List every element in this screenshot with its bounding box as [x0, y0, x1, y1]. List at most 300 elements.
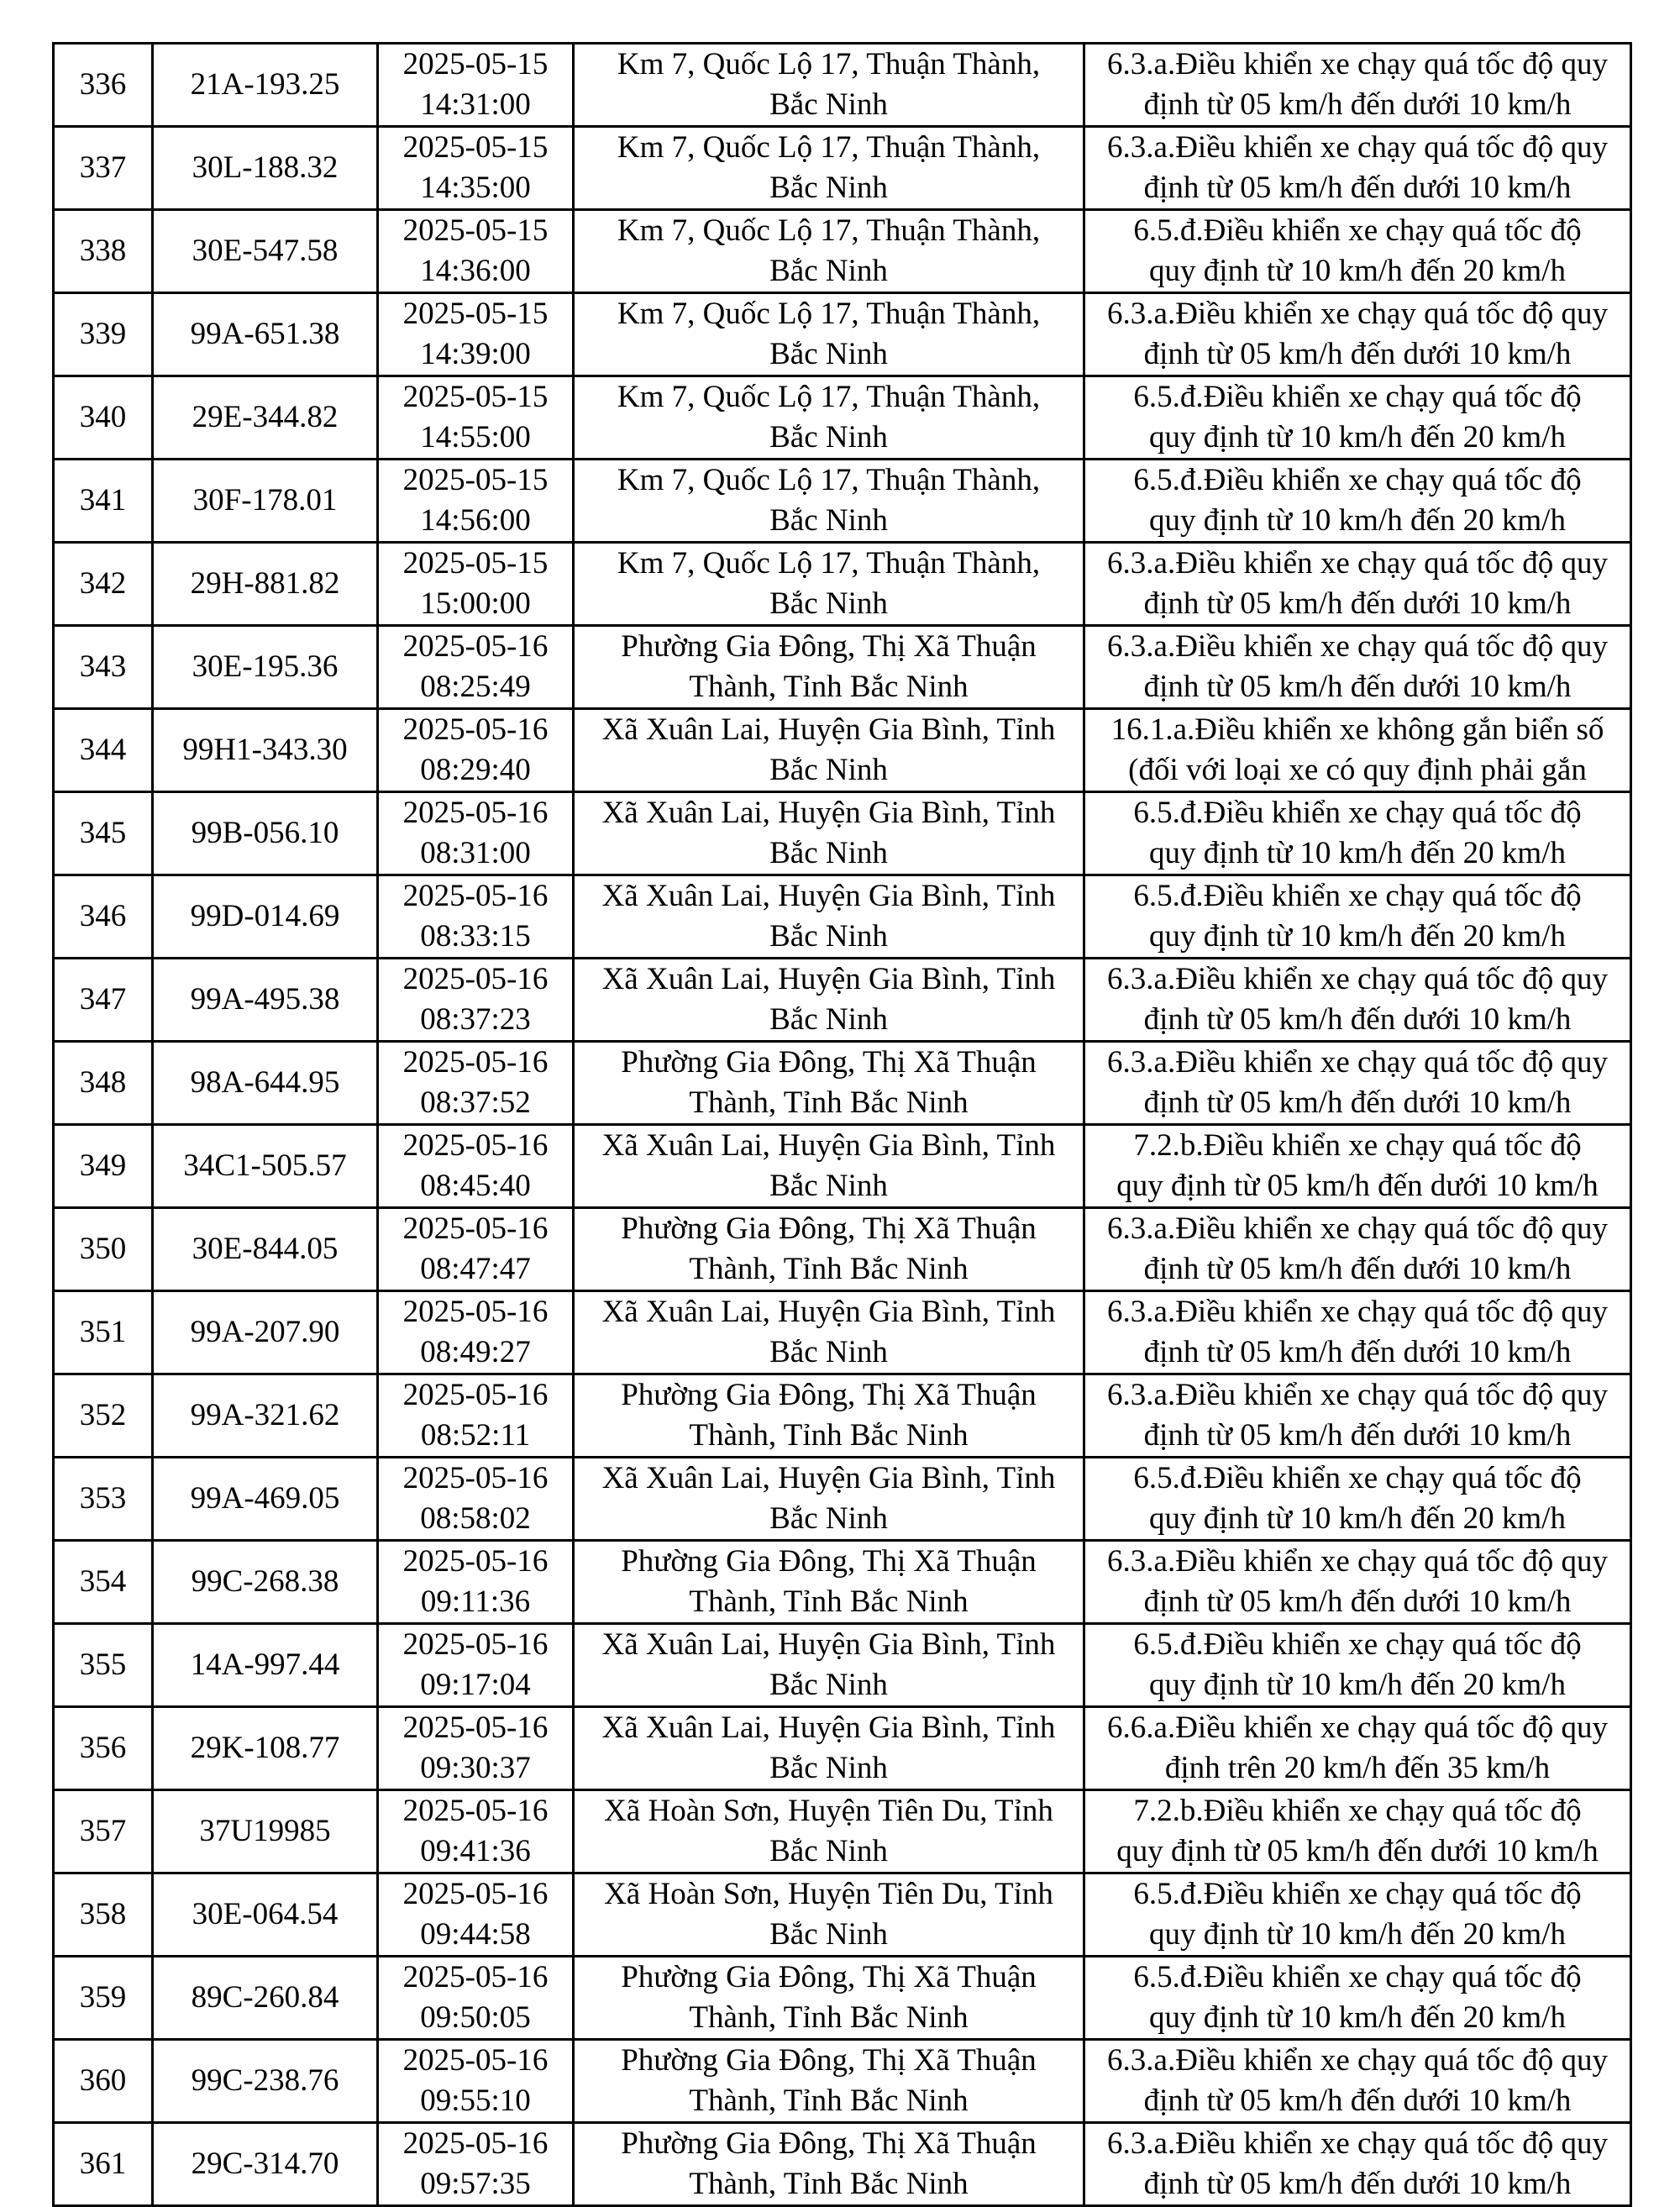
location-line: Phường Gia Đông, Thị Xã Thuận: [621, 1378, 1037, 1412]
row-number-cell: 345: [54, 792, 153, 875]
violation-line: 6.3.a.Điều khiển xe chạy quá tốc độ quy: [1107, 297, 1608, 331]
location-line: Km 7, Quốc Lộ 17, Thuận Thành,: [617, 297, 1041, 331]
table-row: [54, 127, 1631, 210]
row-number-cell: 344: [54, 709, 153, 792]
table-row: [54, 875, 1631, 959]
datetime-line: 2025-05-15: [402, 463, 549, 497]
violation-line: định từ 05 km/h đến dưới 10 km/h: [1143, 87, 1572, 122]
datetime-line: 2025-05-16: [402, 1794, 549, 1828]
location-cell: [574, 1125, 1084, 1208]
datetime-line: 08:31:00: [420, 836, 531, 870]
violation-line: quy định từ 10 km/h đến 20 km/h: [1149, 1668, 1566, 1702]
table-row: [54, 959, 1631, 1042]
datetime-cell: [378, 1042, 574, 1125]
location-line: Xã Xuân Lai, Huyện Gia Bình, Tỉnh: [601, 712, 1056, 747]
table-row: [54, 293, 1631, 376]
datetime-line: 2025-05-16: [402, 879, 549, 913]
location-cell: [574, 127, 1084, 210]
violation-line: định từ 05 km/h đến dưới 10 km/h: [1143, 1085, 1572, 1120]
violation-line: 6.5.đ.Điều khiển xe chạy quá tốc độ: [1133, 1461, 1582, 1495]
license-plate-cell: 30E-064.54: [153, 1873, 378, 1957]
violation-line: quy định từ 10 km/h đến 20 km/h: [1149, 420, 1566, 455]
datetime-cell: [378, 1374, 574, 1458]
violation-cell: [1084, 1374, 1631, 1458]
location-line: Xã Xuân Lai, Huyện Gia Bình, Tỉnh: [601, 962, 1056, 996]
location-line: Thành, Tỉnh Bắc Ninh: [689, 1085, 969, 1120]
location-cell: [574, 1624, 1084, 1707]
violation-line: 7.2.b.Điều khiển xe chạy quá tốc độ: [1133, 1128, 1582, 1163]
violation-line: quy định từ 10 km/h đến 20 km/h: [1149, 2000, 1566, 2035]
location-line: Xã Xuân Lai, Huyện Gia Bình, Tỉnh: [601, 796, 1056, 830]
datetime-line: 14:56:00: [420, 503, 531, 538]
datetime-line: 2025-05-16: [402, 1045, 549, 1080]
violation-line: 6.5.đ.Điều khiển xe chạy quá tốc độ: [1133, 879, 1582, 913]
license-plate-cell: 29H-881.82: [153, 543, 378, 626]
row-number-cell: 342: [54, 543, 153, 626]
violation-line: quy định từ 10 km/h đến 20 km/h: [1149, 1917, 1566, 1952]
location-cell: [574, 709, 1084, 792]
table-row: [54, 543, 1631, 626]
location-cell: [574, 1458, 1084, 1541]
violation-line: 6.5.đ.Điều khiển xe chạy quá tốc độ: [1133, 213, 1582, 248]
location-line: Xã Xuân Lai, Huyện Gia Bình, Tỉnh: [601, 1627, 1056, 1662]
license-plate-cell: 29K-108.77: [153, 1707, 378, 1790]
violation-cell: [1084, 460, 1631, 543]
location-line: Bắc Ninh: [769, 1917, 888, 1952]
violation-cell: [1084, 1125, 1631, 1208]
row-number-cell: 358: [54, 1873, 153, 1957]
row-number-cell: 348: [54, 1042, 153, 1125]
location-line: Thành, Tỉnh Bắc Ninh: [689, 2167, 969, 2201]
violation-line: 6.5.đ.Điều khiển xe chạy quá tốc độ: [1133, 463, 1582, 497]
location-line: Xã Xuân Lai, Huyện Gia Bình, Tỉnh: [601, 1461, 1056, 1495]
location-cell: [574, 1042, 1084, 1125]
datetime-line: 09:57:35: [420, 2167, 531, 2201]
location-cell: [574, 2123, 1084, 2206]
license-plate-cell: 29E-344.82: [153, 376, 378, 460]
datetime-line: 14:39:00: [420, 337, 531, 371]
row-number-cell: 357: [54, 1790, 153, 1873]
location-line: Xã Xuân Lai, Huyện Gia Bình, Tỉnh: [601, 1128, 1056, 1163]
location-line: Xã Xuân Lai, Huyện Gia Bình, Tỉnh: [601, 1295, 1056, 1329]
datetime-line: 2025-05-16: [402, 2043, 549, 2078]
violation-cell: [1084, 2123, 1631, 2206]
location-line: Bắc Ninh: [769, 1834, 888, 1868]
violation-line: 6.3.a.Điều khiển xe chạy quá tốc độ quy: [1107, 130, 1608, 165]
license-plate-cell: 99H1-343.30: [153, 709, 378, 792]
location-cell: [574, 1374, 1084, 1458]
row-number-cell: 352: [54, 1374, 153, 1458]
location-line: Thành, Tỉnh Bắc Ninh: [689, 1252, 969, 1286]
datetime-line: 09:17:04: [420, 1668, 531, 1702]
datetime-line: 2025-05-16: [402, 1877, 549, 1911]
violation-cell: [1084, 1458, 1631, 1541]
table-row: [54, 1374, 1631, 1458]
row-number-cell: 349: [54, 1125, 153, 1208]
datetime-line: 2025-05-15: [402, 130, 549, 165]
violation-line: quy định từ 05 km/h đến dưới 10 km/h: [1116, 1834, 1599, 1868]
datetime-line: 09:44:58: [420, 1917, 531, 1952]
location-line: Thành, Tỉnh Bắc Ninh: [689, 2084, 969, 2118]
license-plate-cell: 99C-238.76: [153, 2040, 378, 2123]
datetime-cell: [378, 1541, 574, 1624]
license-plate-cell: 30F-178.01: [153, 460, 378, 543]
license-plate-cell: 99B-056.10: [153, 792, 378, 875]
violation-line: định từ 05 km/h đến dưới 10 km/h: [1143, 2084, 1572, 2118]
datetime-line: 08:25:49: [420, 670, 531, 704]
license-plate-cell: 99A-495.38: [153, 959, 378, 1042]
violation-line: định từ 05 km/h đến dưới 10 km/h: [1143, 2167, 1572, 2201]
table-row: [54, 1624, 1631, 1707]
location-line: Bắc Ninh: [769, 1501, 888, 1536]
violation-cell: [1084, 1707, 1631, 1790]
datetime-line: 2025-05-16: [402, 1128, 549, 1163]
license-plate-cell: 99A-207.90: [153, 1291, 378, 1374]
violation-line: 6.3.a.Điều khiển xe chạy quá tốc độ quy: [1107, 546, 1608, 581]
location-line: Km 7, Quốc Lộ 17, Thuận Thành,: [617, 380, 1041, 414]
location-cell: [574, 626, 1084, 709]
location-line: Phường Gia Đông, Thị Xã Thuận: [621, 1544, 1037, 1579]
violation-line: định từ 05 km/h đến dưới 10 km/h: [1143, 1418, 1572, 1453]
table-body: [54, 44, 1631, 2206]
location-line: Bắc Ninh: [769, 420, 888, 455]
license-plate-cell: 21A-193.25: [153, 44, 378, 127]
datetime-cell: [378, 792, 574, 875]
violation-line: 6.5.đ.Điều khiển xe chạy quá tốc độ: [1133, 380, 1582, 414]
location-line: Bắc Ninh: [769, 254, 888, 288]
datetime-cell: [378, 210, 574, 293]
datetime-line: 08:58:02: [420, 1501, 531, 1536]
violation-line: quy định từ 10 km/h đến 20 km/h: [1149, 836, 1566, 870]
location-cell: [574, 293, 1084, 376]
violation-line: định trên 20 km/h đến 35 km/h: [1164, 1751, 1551, 1785]
violation-line: 6.5.đ.Điều khiển xe chạy quá tốc độ: [1133, 1627, 1582, 1662]
violation-line: 6.3.a.Điều khiển xe chạy quá tốc độ quy: [1107, 1544, 1608, 1579]
location-cell: [574, 1707, 1084, 1790]
violation-line: 6.3.a.Điều khiển xe chạy quá tốc độ quy: [1107, 1045, 1608, 1080]
location-line: Phường Gia Đông, Thị Xã Thuận: [621, 2126, 1037, 2161]
location-cell: [574, 543, 1084, 626]
license-plate-cell: 98A-644.95: [153, 1042, 378, 1125]
location-line: Bắc Ninh: [769, 586, 888, 621]
violation-line: 6.3.a.Điều khiển xe chạy quá tốc độ quy: [1107, 47, 1608, 81]
row-number-cell: 340: [54, 376, 153, 460]
violation-line: định từ 05 km/h đến dưới 10 km/h: [1143, 337, 1572, 371]
violation-line: 6.3.a.Điều khiển xe chạy quá tốc độ quy: [1107, 1378, 1608, 1412]
location-line: Thành, Tỉnh Bắc Ninh: [689, 670, 969, 704]
violation-cell: [1084, 709, 1631, 792]
location-line: Thành, Tỉnh Bắc Ninh: [689, 2000, 969, 2035]
datetime-cell: [378, 1125, 574, 1208]
violation-line: quy định từ 10 km/h đến 20 km/h: [1149, 254, 1566, 288]
row-number-cell: 351: [54, 1291, 153, 1374]
location-line: Phường Gia Đông, Thị Xã Thuận: [621, 1211, 1037, 1246]
location-line: Bắc Ninh: [769, 836, 888, 870]
datetime-cell: [378, 543, 574, 626]
datetime-line: 09:50:05: [420, 2000, 531, 2035]
datetime-line: 2025-05-15: [402, 297, 549, 331]
location-cell: [574, 1873, 1084, 1957]
violation-cell: [1084, 2040, 1631, 2123]
datetime-line: 2025-05-16: [402, 1627, 549, 1662]
datetime-cell: [378, 293, 574, 376]
datetime-cell: [378, 127, 574, 210]
violation-cell: [1084, 543, 1631, 626]
location-cell: [574, 1957, 1084, 2040]
row-number-cell: 338: [54, 210, 153, 293]
datetime-line: 08:47:47: [420, 1252, 531, 1286]
row-number-cell: 359: [54, 1957, 153, 2040]
violation-line: 16.1.a.Điều khiển xe không gắn biển số: [1110, 712, 1604, 747]
location-line: Phường Gia Đông, Thị Xã Thuận: [621, 2043, 1037, 2078]
datetime-cell: [378, 626, 574, 709]
location-line: Xã Hoàn Sơn, Huyện Tiên Du, Tỉnh: [604, 1877, 1053, 1911]
location-line: Thành, Tỉnh Bắc Ninh: [689, 1584, 969, 1619]
violation-line: (đối với loại xe có quy định phải gắn: [1128, 753, 1587, 787]
row-number-cell: 339: [54, 293, 153, 376]
table-row: [54, 44, 1631, 127]
violation-line: 6.5.đ.Điều khiển xe chạy quá tốc độ: [1133, 1877, 1582, 1911]
violation-line: định từ 05 km/h đến dưới 10 km/h: [1143, 670, 1572, 704]
violation-line: 6.3.a.Điều khiển xe chạy quá tốc độ quy: [1107, 2126, 1608, 2161]
violation-line: 6.3.a.Điều khiển xe chạy quá tốc độ quy: [1107, 629, 1608, 664]
datetime-line: 2025-05-16: [402, 1960, 549, 1994]
location-cell: [574, 376, 1084, 460]
violation-line: 6.3.a.Điều khiển xe chạy quá tốc độ quy: [1107, 2043, 1608, 2078]
datetime-cell: [378, 1624, 574, 1707]
location-cell: [574, 1291, 1084, 1374]
violation-line: quy định từ 10 km/h đến 20 km/h: [1149, 919, 1566, 954]
row-number-cell: 350: [54, 1208, 153, 1291]
datetime-line: 2025-05-16: [402, 1211, 549, 1246]
violation-line: định từ 05 km/h đến dưới 10 km/h: [1143, 586, 1572, 621]
table-row: [54, 1541, 1631, 1624]
violation-line: định từ 05 km/h đến dưới 10 km/h: [1143, 1584, 1572, 1619]
violation-cell: [1084, 1291, 1631, 1374]
table-row: [54, 1042, 1631, 1125]
violations-table: [52, 42, 1632, 2207]
datetime-line: 08:33:15: [420, 919, 531, 954]
datetime-line: 14:36:00: [420, 254, 531, 288]
violation-line: định từ 05 km/h đến dưới 10 km/h: [1143, 1335, 1572, 1369]
row-number-cell: 360: [54, 2040, 153, 2123]
table-row: [54, 709, 1631, 792]
table-row: [54, 460, 1631, 543]
datetime-line: 14:35:00: [420, 171, 531, 205]
violation-line: quy định từ 10 km/h đến 20 km/h: [1149, 1501, 1566, 1536]
location-line: Bắc Ninh: [769, 171, 888, 205]
violation-cell: [1084, 1873, 1631, 1957]
datetime-cell: [378, 44, 574, 127]
license-plate-cell: 37U19985: [153, 1790, 378, 1873]
row-number-cell: 347: [54, 959, 153, 1042]
location-line: Bắc Ninh: [769, 1335, 888, 1369]
datetime-line: 09:41:36: [420, 1834, 531, 1868]
violation-cell: [1084, 127, 1631, 210]
location-cell: [574, 210, 1084, 293]
violation-line: định từ 05 km/h đến dưới 10 km/h: [1143, 1252, 1572, 1286]
datetime-line: 2025-05-15: [402, 546, 549, 581]
location-line: Xã Xuân Lai, Huyện Gia Bình, Tỉnh: [601, 1710, 1056, 1745]
location-cell: [574, 875, 1084, 959]
violation-cell: [1084, 875, 1631, 959]
location-line: Bắc Ninh: [769, 503, 888, 538]
datetime-cell: [378, 875, 574, 959]
violation-line: 6.3.a.Điều khiển xe chạy quá tốc độ quy: [1107, 1295, 1608, 1329]
location-cell: [574, 959, 1084, 1042]
datetime-line: 2025-05-16: [402, 1710, 549, 1745]
datetime-line: 08:37:52: [420, 1085, 531, 1120]
location-line: Bắc Ninh: [769, 1169, 888, 1203]
datetime-cell: [378, 1707, 574, 1790]
license-plate-cell: 89C-260.84: [153, 1957, 378, 2040]
datetime-line: 08:49:27: [420, 1335, 531, 1369]
location-cell: [574, 460, 1084, 543]
row-number-cell: 336: [54, 44, 153, 127]
license-plate-cell: 30E-547.58: [153, 210, 378, 293]
location-line: Km 7, Quốc Lộ 17, Thuận Thành,: [617, 463, 1041, 497]
table-row: [54, 1957, 1631, 2040]
datetime-line: 2025-05-15: [402, 47, 549, 81]
location-cell: [574, 1208, 1084, 1291]
violation-cell: [1084, 792, 1631, 875]
datetime-line: 2025-05-16: [402, 1378, 549, 1412]
row-number-cell: 341: [54, 460, 153, 543]
datetime-cell: [378, 959, 574, 1042]
location-line: Phường Gia Đông, Thị Xã Thuận: [621, 629, 1037, 664]
license-plate-cell: 99A-469.05: [153, 1458, 378, 1541]
location-cell: [574, 44, 1084, 127]
datetime-line: 08:29:40: [420, 753, 531, 787]
location-line: Bắc Ninh: [769, 87, 888, 122]
datetime-cell: [378, 376, 574, 460]
datetime-line: 09:11:36: [420, 1584, 531, 1619]
datetime-cell: [378, 2040, 574, 2123]
license-plate-cell: 30E-195.36: [153, 626, 378, 709]
datetime-cell: [378, 1957, 574, 2040]
location-cell: [574, 1790, 1084, 1873]
license-plate-cell: 99C-268.38: [153, 1541, 378, 1624]
table-row: [54, 1125, 1631, 1208]
location-cell: [574, 792, 1084, 875]
location-line: Km 7, Quốc Lộ 17, Thuận Thành,: [617, 546, 1041, 581]
violation-cell: [1084, 44, 1631, 127]
violation-cell: [1084, 1208, 1631, 1291]
violation-cell: [1084, 210, 1631, 293]
violation-cell: [1084, 1042, 1631, 1125]
datetime-line: 2025-05-16: [402, 2126, 549, 2161]
datetime-line: 08:37:23: [420, 1002, 531, 1037]
violation-line: quy định từ 05 km/h đến dưới 10 km/h: [1116, 1169, 1599, 1203]
row-number-cell: 353: [54, 1458, 153, 1541]
table-row: [54, 1458, 1631, 1541]
location-line: Phường Gia Đông, Thị Xã Thuận: [621, 1960, 1037, 1994]
location-cell: [574, 2040, 1084, 2123]
location-line: Xã Xuân Lai, Huyện Gia Bình, Tỉnh: [601, 879, 1056, 913]
location-line: Km 7, Quốc Lộ 17, Thuận Thành,: [617, 130, 1041, 165]
datetime-line: 2025-05-16: [402, 1461, 549, 1495]
license-plate-cell: 99D-014.69: [153, 875, 378, 959]
violation-cell: [1084, 1957, 1631, 2040]
datetime-line: 08:52:11: [420, 1418, 531, 1453]
violation-line: định từ 05 km/h đến dưới 10 km/h: [1143, 1002, 1572, 1037]
datetime-line: 2025-05-15: [402, 380, 549, 414]
location-line: Bắc Ninh: [769, 1668, 888, 1702]
datetime-cell: [378, 1790, 574, 1873]
violation-line: 6.3.a.Điều khiển xe chạy quá tốc độ quy: [1107, 962, 1608, 996]
datetime-line: 14:55:00: [420, 420, 531, 455]
table-row: [54, 626, 1631, 709]
location-line: Phường Gia Đông, Thị Xã Thuận: [621, 1045, 1037, 1080]
datetime-cell: [378, 1291, 574, 1374]
datetime-cell: [378, 460, 574, 543]
violation-cell: [1084, 1790, 1631, 1873]
table-row: [54, 1208, 1631, 1291]
datetime-cell: [378, 1873, 574, 1957]
datetime-cell: [378, 1208, 574, 1291]
datetime-line: 15:00:00: [420, 586, 531, 621]
row-number-cell: 356: [54, 1707, 153, 1790]
location-line: Bắc Ninh: [769, 919, 888, 954]
datetime-cell: [378, 1458, 574, 1541]
row-number-cell: 355: [54, 1624, 153, 1707]
datetime-line: 2025-05-16: [402, 796, 549, 830]
datetime-line: 2025-05-16: [402, 1295, 549, 1329]
table-row: [54, 2123, 1631, 2206]
location-line: Km 7, Quốc Lộ 17, Thuận Thành,: [617, 213, 1041, 248]
violation-line: 6.3.a.Điều khiển xe chạy quá tốc độ quy: [1107, 1211, 1608, 1246]
license-plate-cell: 99A-321.62: [153, 1374, 378, 1458]
table-row: [54, 2040, 1631, 2123]
datetime-line: 2025-05-16: [402, 962, 549, 996]
license-plate-cell: 99A-651.38: [153, 293, 378, 376]
violation-cell: [1084, 293, 1631, 376]
location-line: Thành, Tỉnh Bắc Ninh: [689, 1418, 969, 1453]
violation-cell: [1084, 959, 1631, 1042]
datetime-line: 2025-05-15: [402, 213, 549, 248]
table-row: [54, 1291, 1631, 1374]
license-plate-cell: 30L-188.32: [153, 127, 378, 210]
location-cell: [574, 1541, 1084, 1624]
location-line: Bắc Ninh: [769, 753, 888, 787]
datetime-line: 08:45:40: [420, 1169, 531, 1203]
violation-line: 6.5.đ.Điều khiển xe chạy quá tốc độ: [1133, 796, 1582, 830]
row-number-cell: 346: [54, 875, 153, 959]
row-number-cell: 337: [54, 127, 153, 210]
violation-line: 6.6.a.Điều khiển xe chạy quá tốc độ quy: [1107, 1710, 1608, 1745]
row-number-cell: 361: [54, 2123, 153, 2206]
license-plate-cell: 34C1-505.57: [153, 1125, 378, 1208]
violation-line: định từ 05 km/h đến dưới 10 km/h: [1143, 171, 1572, 205]
violation-cell: [1084, 626, 1631, 709]
table-row: [54, 376, 1631, 460]
datetime-line: 2025-05-16: [402, 712, 549, 747]
violation-cell: [1084, 376, 1631, 460]
table-row: [54, 1790, 1631, 1873]
table-row: [54, 792, 1631, 875]
violation-line: 6.5.đ.Điều khiển xe chạy quá tốc độ: [1133, 1960, 1582, 1994]
violation-cell: [1084, 1624, 1631, 1707]
license-plate-cell: 30E-844.05: [153, 1208, 378, 1291]
datetime-line: 2025-05-16: [402, 629, 549, 664]
datetime-line: 09:55:10: [420, 2084, 531, 2118]
location-line: Km 7, Quốc Lộ 17, Thuận Thành,: [617, 47, 1041, 81]
datetime-line: 14:31:00: [420, 87, 531, 122]
row-number-cell: 354: [54, 1541, 153, 1624]
license-plate-cell: 14A-997.44: [153, 1624, 378, 1707]
datetime-line: 09:30:37: [420, 1751, 531, 1785]
row-number-cell: 343: [54, 626, 153, 709]
